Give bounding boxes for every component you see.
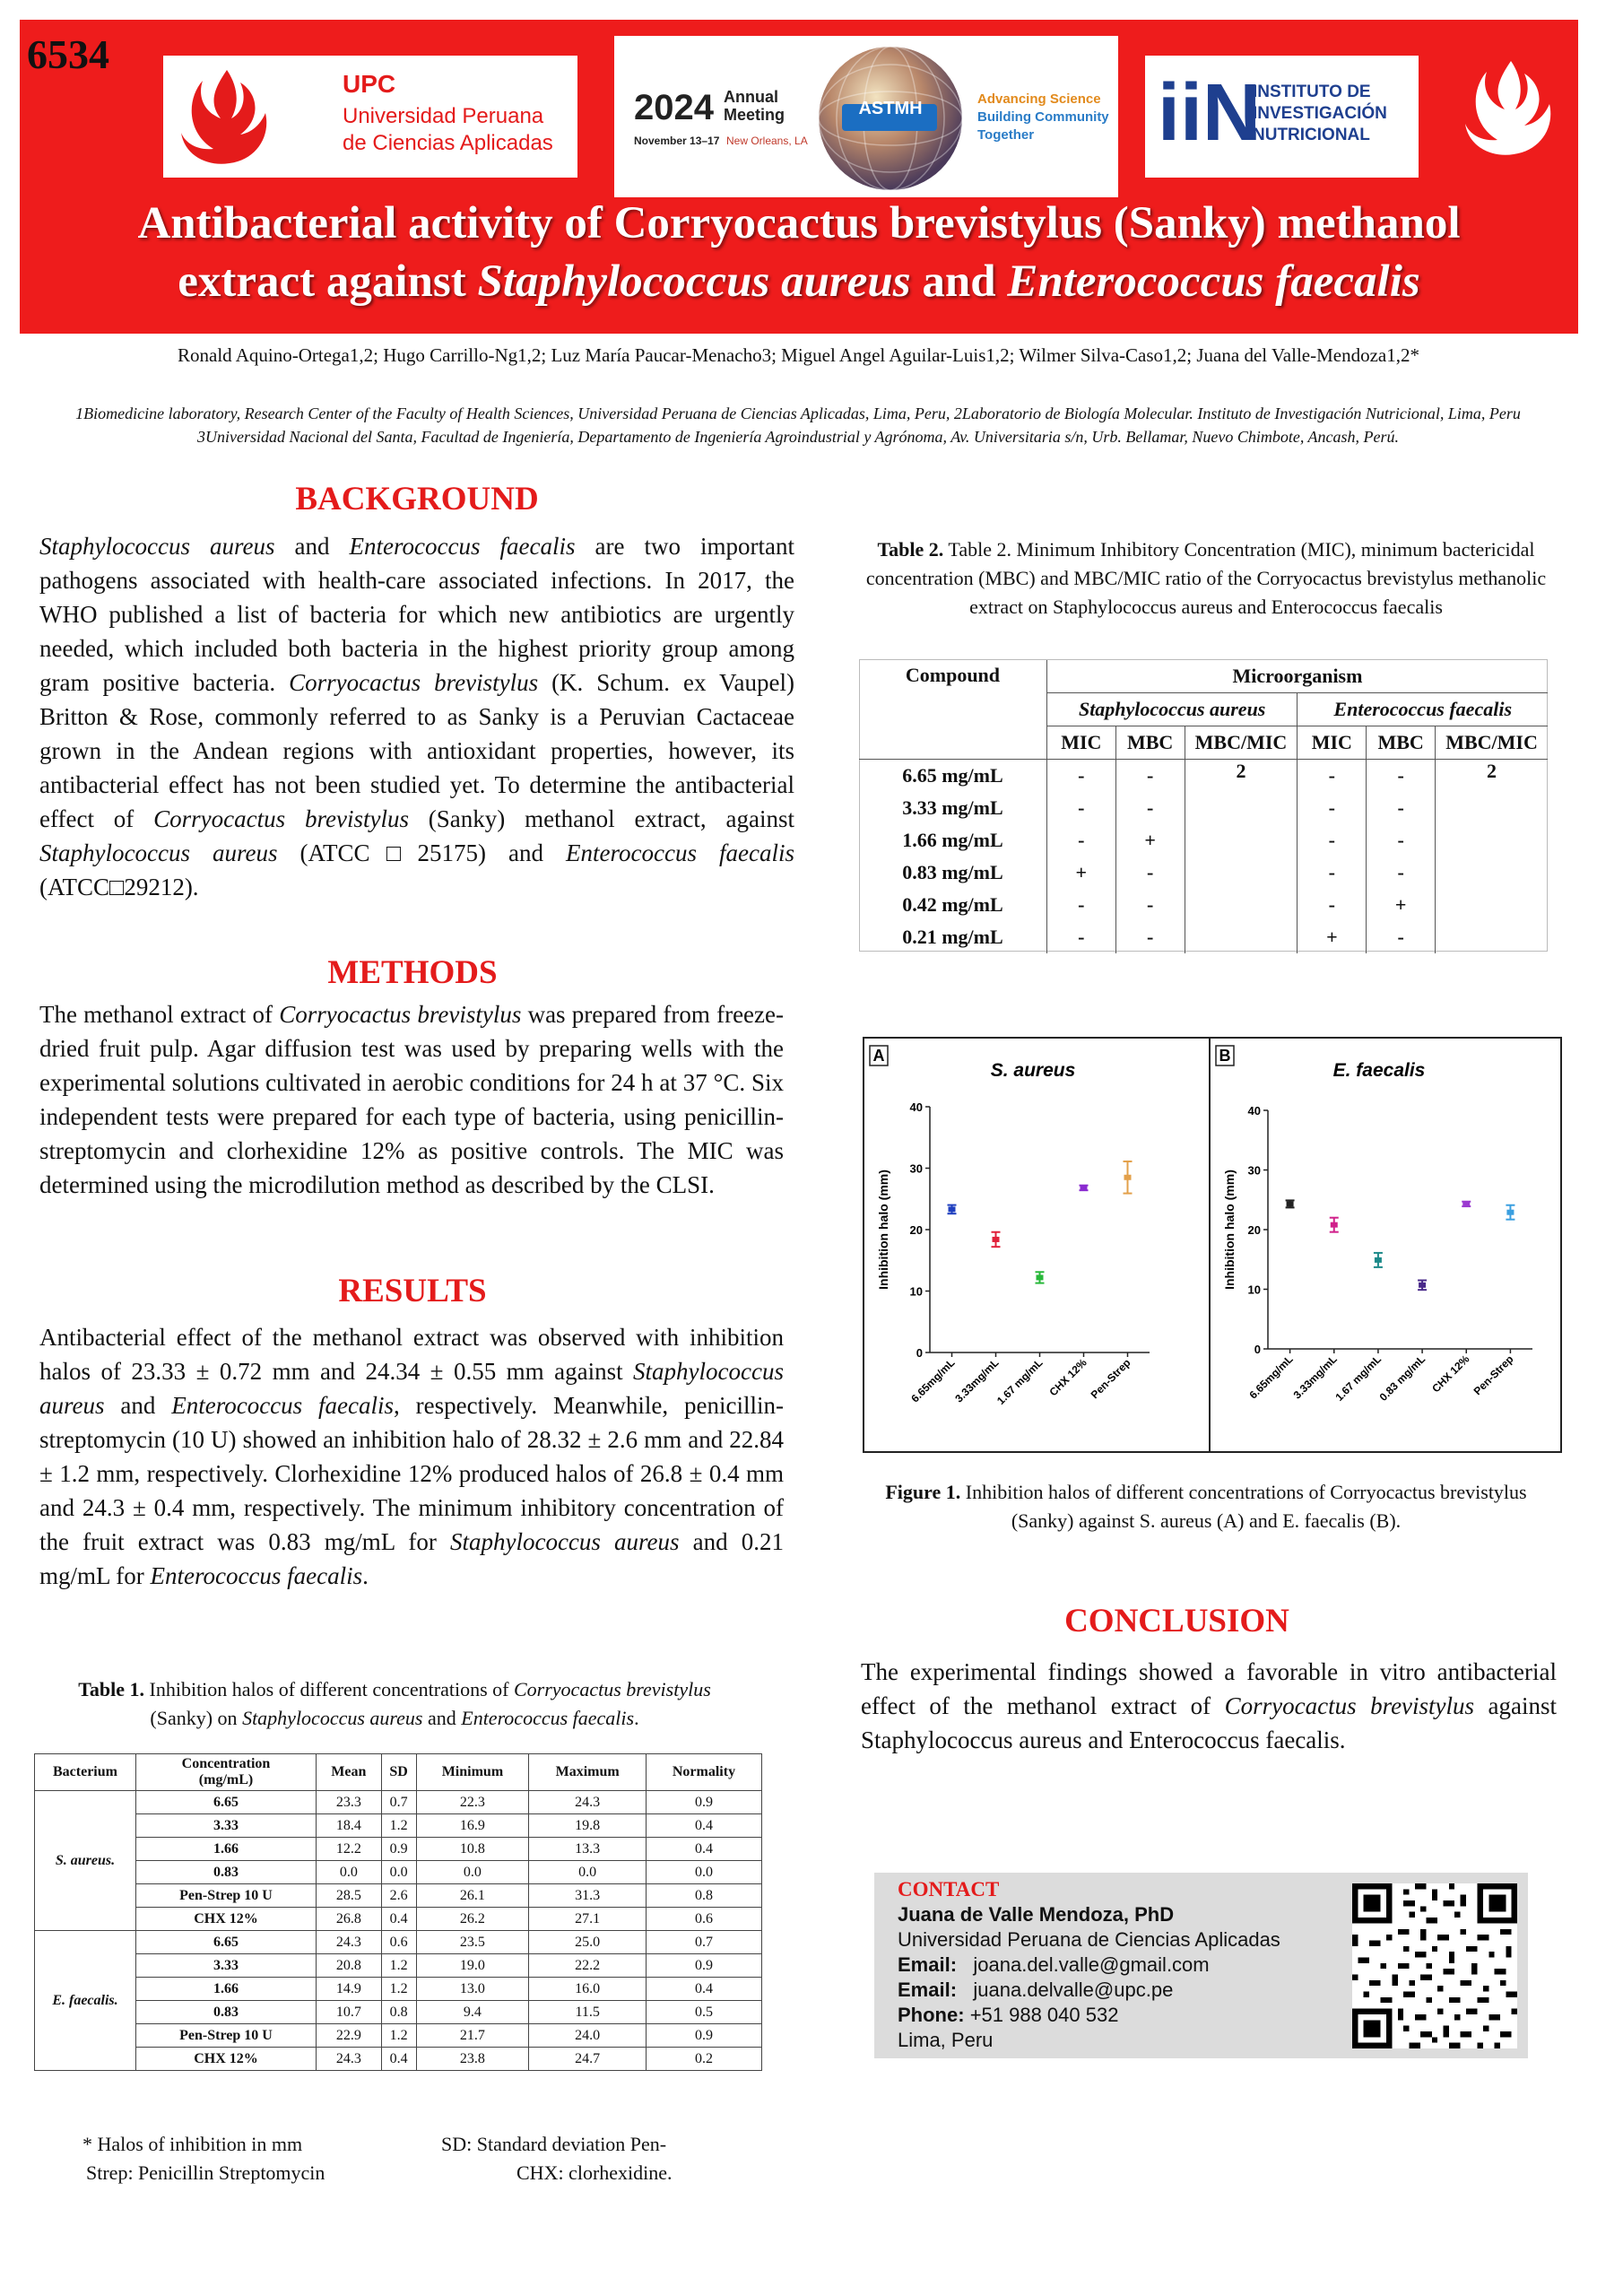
- table-row: [35, 2048, 762, 2071]
- table1-note-3: SD: Standard deviation Pen-: [441, 2133, 667, 2155]
- t2-compound-cell: 0.42 mg/mL: [902, 893, 1003, 916]
- table1-caption-6: Enterococcus faecalis: [461, 1707, 635, 1729]
- t1-header-sd: SD: [381, 1754, 416, 1791]
- t1-concentration-cell: CHX 12%: [136, 2048, 317, 2071]
- meeting-tag2: Building Community: [977, 109, 1109, 125]
- table-row: [35, 1814, 762, 1838]
- t1-header-bacterium: Bacterium: [35, 1754, 136, 1791]
- poster-header: [20, 20, 1578, 334]
- iin-line2: INVESTIGACIÓN: [1253, 104, 1387, 123]
- t2-sa-mic-cell: -: [1046, 889, 1115, 921]
- t1-value-cell: 11.5: [529, 2001, 647, 2024]
- bg-text-8: (Sanky) methanol extract, against: [408, 805, 794, 832]
- t2-compound-cell: 3.33 mg/mL: [902, 796, 1003, 819]
- t1-value-cell: 2.6: [381, 1884, 416, 1908]
- qr-code-icon: [1352, 1883, 1517, 2048]
- bg-italic-1: Staphylococcus aureus: [39, 533, 275, 560]
- t1-value-cell: 31.3: [529, 1884, 647, 1908]
- upc-flame-white-icon: [1462, 45, 1560, 170]
- t1-value-cell: 1.2: [381, 1978, 416, 2001]
- t2-ef-mbc-cell: -: [1367, 824, 1436, 857]
- figure1-caption-bold: Figure 1.: [885, 1481, 961, 1503]
- x-tick-label: Pen-Strep: [1088, 1356, 1133, 1402]
- t1-value-cell: 1.2: [381, 2024, 416, 2048]
- methods-text: [39, 997, 784, 1202]
- t1-value-cell: 23.5: [416, 1931, 529, 1954]
- t1-value-cell: 10.7: [317, 2001, 382, 2024]
- t1-header-conc-1: Concentration: [181, 1756, 271, 1771]
- t2-ef-mic-cell: -: [1298, 760, 1367, 793]
- t2-sa-mbc-cell: -: [1115, 792, 1185, 824]
- table-row: [35, 1838, 762, 1861]
- t1-header-conc-2: (mg/mL): [198, 1772, 254, 1787]
- t2-ef-mic-cell: -: [1298, 889, 1367, 921]
- data-point: [1462, 1201, 1470, 1206]
- bg-text-10: (ATCC□25175) and: [277, 839, 567, 866]
- t1-concentration-cell: 0.83: [136, 2001, 317, 2024]
- y-tick-label: 0: [1254, 1343, 1261, 1356]
- t2-ef-mbc-cell: -: [1367, 760, 1436, 793]
- bg-text-2: and: [274, 533, 350, 560]
- bg-text-4: are two important pathogens associated with health-care associated infections. In 2017, the WHO published a list of bacteria for which new antibiotics are urgently needed, which included both bacteria in the highest priority group among gram positive bacteria.: [39, 533, 795, 696]
- data-point: [1081, 1185, 1088, 1190]
- table2-caption-rest: Table 2. Minimum Inhibitory Concentration (MIC), minimum bactericidal concentration (MBC) and MBC/MIC ratio of the Corryocactus brevistylus methanolic extract on Staphylococcus aureus and Enterococcus faecalis: [865, 538, 1547, 618]
- table2-caption: [856, 535, 1556, 622]
- t1-value-cell: 0.4: [646, 1838, 761, 1861]
- t1-value-cell: 27.1: [529, 1908, 647, 1931]
- t1-header-normality: Normality: [646, 1754, 761, 1791]
- t2-sa-ratio-cell: 2: [1185, 760, 1298, 954]
- conclusion-text: [861, 1655, 1557, 1757]
- table1-caption-4: Staphylococcus aureus: [242, 1707, 423, 1729]
- authors: Ronald Aquino-Ortega1,2; Hugo Carrillo-Ng1,2; Luz María Paucar-Menacho3; Miguel Angel Aguilar-Luis1,2; Wilmer Silva-Caso1,2; Juana del Valle-Mendoza1,2*: [178, 344, 1419, 366]
- t1-value-cell: 16.9: [416, 1814, 529, 1838]
- t2-ef-mic-cell: -: [1298, 792, 1367, 824]
- table-row: [35, 1791, 762, 1814]
- x-tick-label: 6.65mg/mL: [908, 1356, 958, 1405]
- results-italic-2: Staphylococcus aureus: [39, 1358, 784, 1419]
- bg-italic-3: Enterococcus faecalis: [349, 533, 576, 560]
- t1-value-cell: 0.9: [646, 1954, 761, 1978]
- t2-header-ef-mbc: MBC: [1367, 726, 1436, 760]
- t1-value-cell: 1.2: [381, 1954, 416, 1978]
- background-text: [39, 529, 794, 904]
- contact-email-row-2: [898, 1979, 1173, 2002]
- t1-value-cell: 21.7: [416, 2024, 529, 2048]
- results-italic-4: Enterococcus faecalis: [171, 1392, 395, 1419]
- t2-compound-cell: 0.83 mg/mL: [902, 861, 1003, 883]
- t1-value-cell: 25.0: [529, 1931, 647, 1954]
- bg-italic-7: Corryocactus brevistylus: [153, 805, 409, 832]
- t2-header-sa: [1046, 693, 1298, 726]
- t2-sa-mbc-cell: -: [1115, 889, 1185, 921]
- table1-caption: [54, 1675, 735, 1733]
- t1-concentration-cell: 6.65: [136, 1791, 317, 1814]
- y-tick-label: 20: [1247, 1223, 1261, 1237]
- t2-compound-cell: 6.65 mg/mL: [902, 764, 1003, 787]
- t2-compound-cell: 1.66 mg/mL: [902, 829, 1003, 851]
- contact-email-label-2: Email:: [898, 1979, 958, 2001]
- x-tick-label: 1.67 mg/mL: [1332, 1352, 1384, 1404]
- title-line-2: [20, 256, 1578, 308]
- table-row: [35, 1861, 762, 1884]
- t1-value-cell: 0.8: [646, 1884, 761, 1908]
- t1-concentration-cell: 6.65: [136, 1931, 317, 1954]
- t1-value-cell: 0.7: [646, 1931, 761, 1954]
- table1-body: [35, 1791, 762, 2071]
- table-row: [35, 1908, 762, 1931]
- t1-value-cell: 26.1: [416, 1884, 529, 1908]
- t1-value-cell: 0.0: [381, 1861, 416, 1884]
- table-row: [35, 1954, 762, 1978]
- y-tick-label: 40: [1247, 1104, 1261, 1118]
- t2-header-microorganism: Microorganism: [1046, 660, 1548, 693]
- contact-phone-row: [898, 2004, 1118, 2027]
- t1-value-cell: 26.2: [416, 1908, 529, 1931]
- y-tick-label: 30: [909, 1161, 923, 1176]
- t1-value-cell: 0.0: [317, 1861, 382, 1884]
- t1-value-cell: 19.0: [416, 1954, 529, 1978]
- contact-phone: +51 988 040 532: [969, 2004, 1119, 2026]
- data-point: [1506, 1210, 1514, 1215]
- t1-concentration-cell: Pen-Strep 10 U: [136, 1884, 317, 1908]
- title-species-1: Staphylococcus aureus: [477, 257, 911, 307]
- upc-flame-icon: [178, 63, 276, 170]
- x-tick-label: 1.67 mg/mL: [994, 1356, 1046, 1407]
- table-row: [35, 2024, 762, 2048]
- t2-header-ef-label: Enterococcus faecalis: [1333, 698, 1513, 720]
- meeting-title2: Meeting: [724, 106, 785, 124]
- iin-short: iiN: [1158, 68, 1262, 158]
- t1-value-cell: 24.3: [317, 1931, 382, 1954]
- table1-note-2: Strep: Penicillin Streptomycin: [86, 2161, 325, 2184]
- bg-text-6: (K. Schum. ex Vaupel) Britton & Rose, commonly referred to as Sanky is a Peruvian Cactaceae grown in the Andean regions with antioxidant properties, however, its antibacterial effect has not been studied yet. To determine the antibacterial effect of: [39, 669, 794, 832]
- contact-email-1[interactable]: joana.del.valle@gmail.com: [973, 1953, 1210, 1976]
- meeting-city: New Orleans, LA: [726, 135, 808, 147]
- t1-value-cell: 9.4: [416, 2001, 529, 2024]
- bg-italic-11: Enterococcus faecalis: [566, 839, 794, 866]
- table1-caption-1: Inhibition halos of different concentrations of: [144, 1678, 514, 1700]
- results-heading: RESULTS: [338, 1273, 487, 1309]
- t1-bacterium-cell: S. aureus.: [35, 1791, 136, 1931]
- t1-value-cell: 28.5: [317, 1884, 382, 1908]
- t1-concentration-cell: CHX 12%: [136, 1908, 317, 1931]
- chart-title: S. aureus: [990, 1060, 1076, 1081]
- y-tick-label: 40: [909, 1100, 923, 1114]
- t1-concentration-cell: 3.33: [136, 1814, 317, 1838]
- bg-text-12: (ATCC□29212).: [39, 874, 199, 900]
- contact-email-label-1: Email:: [898, 1953, 958, 1976]
- t2-sa-mic-cell: -: [1046, 792, 1115, 824]
- table1-caption-5: and: [422, 1707, 462, 1729]
- t2-sa-mbc-cell: +: [1115, 824, 1185, 857]
- t1-concentration-cell: 0.83: [136, 1861, 317, 1884]
- iin-line1: INSTITUTO DE: [1253, 83, 1371, 101]
- table1-caption-3: (Sanky) on: [150, 1707, 243, 1729]
- conclusion-text-1: The experimental findings showed a favorable in vitro antibacterial effect of the methanol extract of: [861, 1658, 1557, 1719]
- title-and: and: [910, 257, 1008, 307]
- t2-sa-mic-cell: -: [1046, 760, 1115, 793]
- t1-value-cell: 24.0: [529, 2024, 647, 2048]
- table2-caption-bold: Table 2.: [877, 538, 944, 561]
- data-point: [949, 1206, 956, 1212]
- contact-city: Lima, Peru: [898, 2029, 994, 2051]
- t2-sa-mic-cell: +: [1046, 857, 1115, 889]
- methods-heading: METHODS: [327, 954, 498, 991]
- title-line-1: Antibacterial activity of Corryocactus brevistylus (Sanky) methanol: [137, 198, 1461, 248]
- data-point: [1124, 1175, 1132, 1180]
- t2-sa-mbc-cell: -: [1115, 760, 1185, 793]
- t2-ef-mbc-cell: -: [1367, 857, 1436, 889]
- t1-value-cell: 0.4: [646, 1814, 761, 1838]
- t1-value-cell: 19.8: [529, 1814, 647, 1838]
- table1-caption-bold: Table 1.: [78, 1678, 145, 1700]
- affiliations: 1Biomedicine laboratory, Research Center of the Faculty of Health Sciences, Universidad Peruana de Ciencias Aplicadas, Lima, Peru, 2Laboratorio de Biología Molecular. Instituto de Investigación Nutricional, Lima, Peru 3Universidad Nacional del Santa, Facultad de Ingeniería, Departamento de Ingeniería Agroindustrial y Agrónoma, Av. Universitaria s/n, Urb. Bellamar, Nuevo Chimbote, Ancash, Perú.: [75, 404, 1521, 446]
- table-row: [35, 2001, 762, 2024]
- t1-value-cell: 24.3: [529, 1791, 647, 1814]
- contact-institution: Universidad Peruana de Ciencias Aplicadas: [898, 1928, 1280, 1951]
- t1-value-cell: 24.7: [529, 2048, 647, 2071]
- upc-line2: de Ciencias Aplicadas: [343, 131, 553, 155]
- y-tick-label: 20: [909, 1223, 923, 1237]
- t1-value-cell: 0.6: [646, 1908, 761, 1931]
- t1-value-cell: 20.8: [317, 1954, 382, 1978]
- t1-value-cell: 0.0: [529, 1861, 647, 1884]
- upc-line1: Universidad Peruana: [343, 104, 544, 128]
- title-line-2-prefix: extract against: [178, 257, 478, 307]
- panel-letter: A: [872, 1047, 885, 1065]
- results-italic-6: Staphylococcus aureus: [449, 1528, 680, 1555]
- t1-header-mean: Mean: [317, 1754, 382, 1791]
- x-tick-label: 3.33mg/mL: [952, 1356, 1002, 1405]
- panel-letter: B: [1219, 1047, 1231, 1065]
- table2-body: [859, 760, 1548, 954]
- t1-value-cell: 0.4: [381, 1908, 416, 1931]
- t2-sa-mic-cell: -: [1046, 921, 1115, 953]
- t1-value-cell: 0.9: [646, 1791, 761, 1814]
- meeting-title1: Annual: [724, 88, 778, 106]
- table1-note-1: * Halos of inhibition in mm: [82, 2133, 303, 2155]
- table-row: [35, 1884, 762, 1908]
- t1-header-concentration: [136, 1754, 317, 1791]
- results-text-7: and 0.21 mg/mL for: [39, 1528, 784, 1589]
- meeting-org: ASTMH: [858, 99, 923, 118]
- upc-logo: [163, 56, 577, 178]
- chart-title: E. faecalis: [1332, 1060, 1426, 1081]
- t2-sa-mbc-cell: -: [1115, 921, 1185, 953]
- figure1-charts: [863, 1037, 1562, 1453]
- table1-caption-2: Corryocactus brevistylus: [514, 1678, 711, 1700]
- y-tick-label: 10: [1247, 1283, 1261, 1297]
- data-point: [1037, 1274, 1044, 1280]
- t2-header-sa-mbc: MBC: [1115, 726, 1185, 760]
- t2-ef-mbc-cell: -: [1367, 921, 1436, 953]
- t1-value-cell: 0.2: [646, 2048, 761, 2071]
- table1-inhibition-halos: [34, 1753, 762, 2071]
- t1-value-cell: 0.9: [381, 1838, 416, 1861]
- background-heading: BACKGROUND: [295, 481, 539, 517]
- contact-email-2[interactable]: juana.delvalle@upc.pe: [973, 1979, 1174, 2001]
- t2-ef-mbc-cell: -: [1367, 792, 1436, 824]
- contact-heading: CONTACT: [898, 1878, 1000, 1900]
- conclusion-italic-2: Corryocactus brevistylus: [1224, 1692, 1475, 1719]
- meeting-year: 2024: [634, 88, 714, 127]
- x-tick-label: CHX 12%: [1046, 1356, 1089, 1399]
- t2-header-sa-ratio: MBC/MIC: [1185, 726, 1298, 760]
- results-text-9: .: [362, 1562, 369, 1589]
- t1-value-cell: 24.3: [317, 2048, 382, 2071]
- t2-header-sa-mic: MIC: [1046, 726, 1115, 760]
- conclusion-text-3: against Staphylococcus aureus and Enterococcus faecalis.: [861, 1692, 1558, 1753]
- contact-box: [874, 1873, 1528, 2058]
- t1-concentration-cell: 1.66: [136, 1978, 317, 2001]
- t1-value-cell: 22.2: [529, 1954, 647, 1978]
- t1-value-cell: 23.8: [416, 2048, 529, 2071]
- t1-value-cell: 0.4: [381, 2048, 416, 2071]
- t1-value-cell: 26.8: [317, 1908, 382, 1931]
- table-row: [859, 760, 1548, 793]
- t1-value-cell: 22.9: [317, 2024, 382, 2048]
- t1-value-cell: 13.3: [529, 1838, 647, 1861]
- table-row: [35, 1931, 762, 1954]
- table1-note-4: CHX: clorhexidine.: [516, 2161, 673, 2184]
- x-tick-label: Pen-Strep: [1471, 1352, 1516, 1398]
- table-row: [35, 1978, 762, 2001]
- bg-italic-9: Staphylococcus aureus: [39, 839, 278, 866]
- x-tick-label: 3.33mg/mL: [1290, 1352, 1340, 1402]
- t1-value-cell: 1.2: [381, 1814, 416, 1838]
- bg-italic-5: Corryocactus brevistylus: [289, 669, 539, 696]
- title-species-2: Enterococcus faecalis: [1007, 257, 1420, 307]
- astmh-meeting-logo: [614, 36, 1118, 197]
- t2-sa-mbc-cell: -: [1115, 857, 1185, 889]
- iin-line3: NUTRICIONAL: [1253, 126, 1370, 144]
- figure1-caption: [856, 1478, 1556, 1535]
- t1-bacterium-cell: E. faecalis.: [35, 1931, 136, 2071]
- conclusion-heading: CONCLUSION: [1064, 1603, 1289, 1639]
- t1-header-maximum: Maximum: [529, 1754, 647, 1791]
- meeting-dates: November 13–17: [634, 135, 720, 147]
- data-point: [1331, 1222, 1338, 1228]
- t2-compound-cell: 0.21 mg/mL: [902, 926, 1003, 948]
- x-tick-label: 0.83 mg/mL: [1376, 1352, 1428, 1404]
- t2-sa-mic-cell: -: [1046, 824, 1115, 857]
- t1-value-cell: 23.3: [317, 1791, 382, 1814]
- t2-header-ef-mic: MIC: [1298, 726, 1367, 760]
- iin-logo: [1145, 56, 1419, 178]
- t1-value-cell: 14.9: [317, 1978, 382, 2001]
- t1-value-cell: 0.7: [381, 1791, 416, 1814]
- methods-text-1: The methanol extract of: [39, 1001, 280, 1028]
- figure1-caption-rest: Inhibition halos of different concentrations of Corryocactus brevistylus (Sanky) against S. aureus (A) and E. faecalis (B).: [960, 1481, 1527, 1532]
- t2-ef-ratio-cell: 2: [1436, 760, 1548, 954]
- t1-value-cell: 0.4: [646, 1978, 761, 2001]
- data-point: [993, 1237, 1000, 1242]
- results-text-1: Antibacterial effect of the methanol extract was observed with inhibition halos of 23.33 ± 0.72 mm and 24.34 ± 0.55 mm against: [39, 1324, 784, 1385]
- results-italic-8: Enterococcus faecalis: [150, 1562, 363, 1589]
- methods-text-3: was prepared from freeze-dried fruit pulp. Agar diffusion test was used by preparing wells with the experimental solutions cultivated in aerobic conditions for 24 h at 37 °C. Six independent tests were prepared for each type of bacteria, using penicillin-streptomycin and clorhexidine 12% as positive controls. The MIC was determined using the microdilution method as described by the CLSI.: [39, 1001, 784, 1198]
- t1-value-cell: 0.6: [381, 1931, 416, 1954]
- t1-value-cell: 13.0: [416, 1978, 529, 2001]
- table2-mic-mbc: [859, 660, 1548, 953]
- t1-value-cell: 0.8: [381, 2001, 416, 2024]
- data-point: [1375, 1257, 1382, 1263]
- y-tick-label: 0: [916, 1346, 923, 1360]
- meeting-tag1: Advancing Science: [977, 91, 1101, 107]
- t1-header-minimum: Minimum: [416, 1754, 529, 1791]
- t1-value-cell: 22.3: [416, 1791, 529, 1814]
- y-axis-label: Inhibition halo (mm): [876, 1170, 890, 1290]
- table1-caption-7: .: [634, 1707, 639, 1729]
- x-tick-label: 6.65mg/mL: [1246, 1352, 1296, 1402]
- t2-ef-mic-cell: +: [1298, 921, 1367, 953]
- t1-value-cell: 0.0: [416, 1861, 529, 1884]
- t2-ef-mbc-cell: +: [1367, 889, 1436, 921]
- results-text: [39, 1320, 784, 1593]
- contact-phone-label: Phone:: [898, 2004, 965, 2026]
- t1-value-cell: 10.8: [416, 1838, 529, 1861]
- results-text-5: , respectively. Meanwhile, penicillin-streptomycin (10 U) showed an inhibition halo of 28.32 ± 2.6 mm and 22.84 ± 1.2 mm, respectively. Clorhexidine 12% produced halos of 26.8 ± 0.4 mm and 24.3 ± 0.4 mm, respectively. The minimum inhibitory concentration of the fruit extract was 0.83 mg/mL for: [39, 1392, 785, 1555]
- t2-header-compound: Compound: [905, 664, 1001, 686]
- t2-ef-mic-cell: -: [1298, 824, 1367, 857]
- upc-short: UPC: [343, 70, 396, 98]
- t2-header-ef-ratio: MBC/MIC: [1436, 726, 1548, 760]
- data-point: [1287, 1201, 1294, 1206]
- t1-value-cell: 16.0: [529, 1978, 647, 2001]
- t2-header-sa-label: Staphylococcus aureus: [1078, 698, 1266, 720]
- poster-id: 6534: [27, 31, 109, 77]
- t1-value-cell: 0.5: [646, 2001, 761, 2024]
- t1-concentration-cell: 3.33: [136, 1954, 317, 1978]
- contact-email-row-1: [898, 1953, 1210, 1977]
- results-text-3: and: [104, 1392, 172, 1419]
- t1-value-cell: 18.4: [317, 1814, 382, 1838]
- data-point: [1419, 1283, 1426, 1288]
- x-tick-label: CHX 12%: [1429, 1352, 1472, 1396]
- methods-italic-2: Corryocactus brevistylus: [279, 1001, 522, 1028]
- t1-value-cell: 12.2: [317, 1838, 382, 1861]
- t1-concentration-cell: Pen-Strep 10 U: [136, 2024, 317, 2048]
- t2-ef-mic-cell: -: [1298, 857, 1367, 889]
- t2-header-ef: [1298, 693, 1548, 726]
- t1-value-cell: 0.9: [646, 2024, 761, 2048]
- t1-concentration-cell: 1.66: [136, 1838, 317, 1861]
- y-axis-label: Inhibition halo (mm): [1222, 1170, 1237, 1290]
- t1-value-cell: 0.0: [646, 1861, 761, 1884]
- y-tick-label: 30: [1247, 1163, 1261, 1178]
- y-tick-label: 10: [909, 1284, 923, 1299]
- contact-name: Juana de Valle Mendoza, PhD: [898, 1903, 1175, 1926]
- meeting-tag3: Together: [977, 127, 1035, 143]
